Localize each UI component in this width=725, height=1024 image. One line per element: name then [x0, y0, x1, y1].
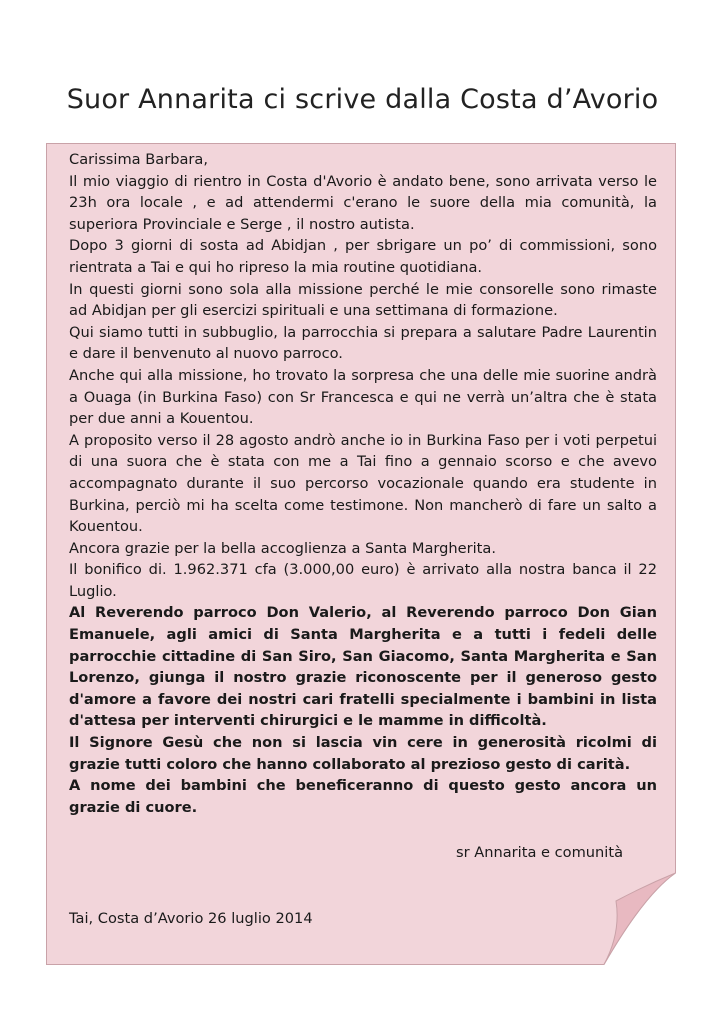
- letter-signature: sr Annarita e comunità: [456, 844, 624, 861]
- letter-paragraph: Qui siamo tutti in subbuglio, la parrocchia si prepara a salutare Padre Laurentin e dare il benvenuto al nuovo parroco.: [69, 323, 657, 363]
- letter-body: [69, 149, 657, 818]
- letter-greeting: Carissima Barbara,: [69, 151, 208, 168]
- letter-paragraph: A proposito verso il 28 agosto andrò anche io in Burkina Faso per i voti perpetui di una suora che è stata con me a Tai fino a gennaio scorso e che avevo accompagnato durante il suo percorso vocazionale quando era studente in Burkina, perciò mi ha scelta come testimone. Non mancherò di fare un salto a Kouentou.: [69, 431, 657, 536]
- letter-paragraph: Il bonifico di. 1.962.371 cfa (3.000,00 euro) è arrivato alla nostra banca il 22 Luglio.: [69, 561, 657, 600]
- letter-thanks-paragraph: Il Signore Gesù che non si lascia vin cere in generosità ricolmi di grazie tutti coloro che hanno collaborato al prezioso gesto di carità.: [69, 734, 657, 773]
- letter-paragraph: Ancora grazie per la bella accoglienza a Santa Margherita.: [69, 539, 496, 557]
- letter-place-date: Tai, Costa d’Avorio 26 luglio 2014: [69, 910, 313, 927]
- letter-paragraph: In questi giorni sono sola alla missione perché le mie consorelle sono rimaste ad Abidjan per gli esercizi spirituali e una settimana di formazione.: [69, 280, 657, 320]
- letter-paragraph: Il mio viaggio di rientro in Costa d'Avorio è andato bene, sono arrivata verso le 23h ora locale , e ad attendermi c'erano le suore della mia comunità, la superiora Provinciale e Serge , il nostro autista.: [69, 172, 657, 233]
- letter-paragraph: Anche qui alla missione, ho trovato la sorpresa che una delle mie suorine andrà a Ouaga (in Burkina Faso) con Sr Francesca e qui ne verrà un’altra che è stata per due anni a Kouentou.: [69, 366, 657, 428]
- page-title: Suor Annarita ci scrive dalla Costa d’Avorio: [66, 84, 659, 115]
- letter-thanks-paragraph: A nome dei bambini che beneficeranno di questo gesto ancora un grazie di cuore.: [69, 777, 657, 816]
- letter-paragraph: Dopo 3 giorni di sosta ad Abidjan , per sbrigare un po’ di commissioni, sono rientrata a Tai e qui ho ripreso la mia routine quotidiana.: [69, 237, 657, 276]
- letter-note: [46, 143, 676, 965]
- letter-thanks-paragraph: Al Reverendo parroco Don Valerio, al Reverendo parroco Don Gian Emanuele, agli amici di Santa Margherita e a tutti i fedeli delle parrocchie cittadine di San Siro, San Giacomo, Santa Margherita e San Lorenzo, giunga il nostro grazie riconoscente per il generoso gesto d'amore a favore dei nostri cari fratelli specialmente i bambini in lista d'attesa per interventi chirurgici e le mamme in difficoltà.: [69, 604, 657, 730]
